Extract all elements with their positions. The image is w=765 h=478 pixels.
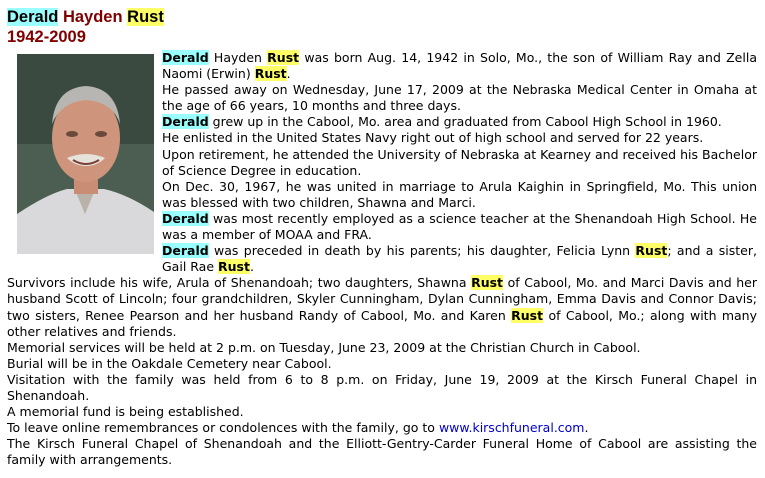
highlight-first-name: Derald xyxy=(162,114,209,130)
text: ; and a sister, Gail Rae xyxy=(162,243,757,275)
highlight-last-name: Rust xyxy=(218,259,250,275)
highlight-last-name: Rust xyxy=(267,50,300,65)
highlight-first-name: Derald xyxy=(162,210,209,226)
paragraph-survivors xyxy=(7,275,757,339)
paragraph-condolences xyxy=(7,420,757,436)
paragraph-marriage: On Dec. 30, 1967, he was united in marriage to Arula Kaighin in Springfield, Mo. This union was blessed with two children, Shawna and Marci. xyxy=(162,178,757,210)
text: was born Aug. 14, 1942 in Solo, Mo., the son of William Ray and Zella Naomi (Erwin) xyxy=(162,50,757,82)
paragraph-arrangements: The Kirsch Funeral Chapel of Shenandoah and the Elliott-Gentry-Carder Funeral Home of Cabool are assisting the family with arrangements. xyxy=(7,436,757,468)
text: grew up in the Cabool, Mo. area and graduated from Cabool High School in 1960. xyxy=(212,114,722,130)
title-first-name: Derald xyxy=(7,8,59,26)
text: of Cabool, Mo.; along with many other relatives and friends. xyxy=(7,307,757,339)
portrait-illustration xyxy=(17,54,154,254)
highlight-last-name: Rust xyxy=(511,307,544,323)
text: was most recently employed as a science teacher at the Shenandoah High School. He was a member of MOAA and FRA. xyxy=(162,210,757,243)
text: To leave online remembrances or condolences with the family, go to xyxy=(7,420,435,436)
text: . xyxy=(584,420,589,436)
obituary-title xyxy=(7,8,164,27)
paragraph-navy: He enlisted in the United States Navy right out of high school and served for 22 years. xyxy=(162,130,704,146)
text: . xyxy=(249,259,254,275)
text: . xyxy=(286,66,291,82)
highlight-last-name: Rust xyxy=(471,275,504,291)
text: was preceded in death by his parents; his daughter, Felicia Lynn xyxy=(214,243,631,259)
paragraph-death: He passed away on Wednesday, June 17, 2009 at the Nebraska Medical Center in Omaha at the age of 66 years, 10 months and three days. xyxy=(162,82,757,114)
highlight-first-name: Derald xyxy=(162,50,209,65)
text: Hayden xyxy=(213,50,262,65)
highlight-first-name: Derald xyxy=(162,243,209,259)
paragraph-memorial-services: Memorial services will be held at 2 p.m. on Tuesday, June 23, 2009 at the Christian Church in Cabool. xyxy=(7,339,641,355)
paragraph-education: Upon retirement, he attended the University of Nebraska at Kearney and received his Bachelor of Science Degree in education. xyxy=(162,146,757,178)
highlight-last-name: Rust xyxy=(254,66,287,82)
title-last-name: Rust xyxy=(127,8,164,26)
highlight-last-name: Rust xyxy=(635,243,668,259)
life-years: 1942-2009 xyxy=(7,28,86,46)
paragraph-burial: Burial will be in the Oakdale Cemetery near Cabool. xyxy=(7,355,332,371)
portrait-photo xyxy=(17,54,154,254)
paragraph-memorial-fund: A memorial fund is being established. xyxy=(7,404,244,420)
text: Survivors include his wife, Arula of Shenandoah; two daughters, Shawna xyxy=(7,275,467,291)
title-middle-name: Hayden xyxy=(62,8,123,26)
text: of Cabool, Mo. and Marci Davis and her husband Scott of Lincoln; four grandchildren, Skyler Cunningham, Dylan Cunningham, Emma Davis and Connor Davis; two sisters, Renee Pearson and her husband Randy of Cabool, Mo. and Karen xyxy=(7,275,757,323)
funeral-home-link[interactable]: www.kirschfuneral.com xyxy=(438,420,585,436)
paragraph-visitation: Visitation with the family was held from 6 to 8 p.m. on Friday, June 19, 2009 at the Kirsch Funeral Chapel in Shenandoah. xyxy=(7,371,757,403)
